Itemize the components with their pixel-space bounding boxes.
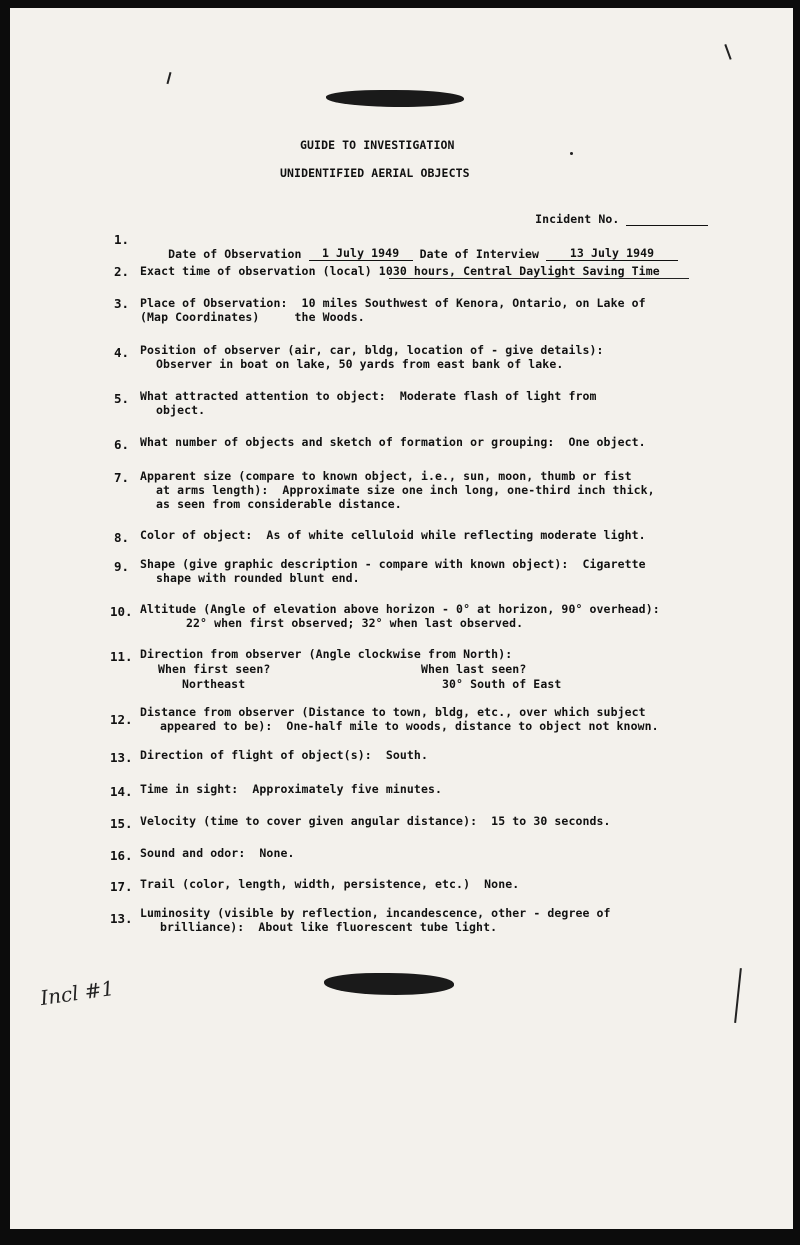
- item-9-line-1: Shape (give graphic description - compare with known object): Cigarette: [140, 557, 646, 571]
- item-13-text: Direction of flight of object(s): South.: [140, 748, 428, 762]
- item-number: 1.: [114, 232, 130, 247]
- item-12-line-2: appeared to be): One-half mile to woods, distance to object not known.: [160, 719, 659, 733]
- item-5-line-1: What attracted attention to object: Moderate flash of light from: [140, 389, 597, 403]
- item-7-line-3: as seen from considerable distance.: [156, 497, 402, 511]
- item-11-line-1: Direction from observer (Angle clockwise from North):: [140, 647, 513, 661]
- item-17-text: Trail (color, length, width, persistence, etc.) None.: [140, 877, 520, 891]
- item-14-text: Time in sight: Approximately five minutes.: [140, 782, 443, 796]
- item-3-line-2: (Map Coordinates) the Woods.: [140, 310, 365, 324]
- item-7-line-2: at arms length): Approximate size one inch long, one-third inch thick,: [156, 483, 655, 497]
- item-number: 10.: [110, 604, 133, 619]
- document-subtitle: UNIDENTIFIED AERIAL OBJECTS: [280, 166, 470, 180]
- scan-mark: [166, 72, 171, 84]
- item-4-line-1: Position of observer (air, car, bldg, location of - give details):: [140, 343, 604, 357]
- item-10-line-1: Altitude (Angle of elevation above horizon - 0° at horizon, 90° overhead):: [140, 602, 660, 616]
- item-number: 13.: [110, 750, 133, 765]
- scan-mark: [570, 152, 573, 155]
- item-1-text: Date of Observation 1 July 1949 Date of Interview 13 July 1949: [140, 232, 678, 275]
- item-number: 16.: [110, 848, 133, 863]
- item-7-line-1: Apparent size (compare to known object, i.e., sun, moon, thumb or fist: [140, 469, 632, 483]
- item-6-text: What number of objects and sketch of formation or grouping: One object.: [140, 435, 646, 449]
- item-number: 8.: [114, 530, 130, 545]
- item-3-line-1: Place of Observation: 10 miles Southwest of Kenora, Ontario, on Lake of: [140, 296, 646, 310]
- document-page: [10, 8, 793, 1229]
- item-number: 14.: [110, 784, 133, 799]
- item-number: 12.: [110, 712, 133, 727]
- item-8-text: Color of object: As of white celluloid while reflecting moderate light.: [140, 528, 646, 542]
- redaction-mark: [326, 90, 464, 107]
- item-2-text: Exact time of observation (local) 1030 hours, Central Daylight Saving Time: [140, 264, 660, 278]
- incident-label: Incident No.: [535, 212, 620, 226]
- item-number: 9.: [114, 559, 130, 574]
- item-16-text: Sound and odor: None.: [140, 846, 295, 860]
- when-last-seen-value: 30° South of East: [442, 677, 562, 691]
- item-number: 15.: [110, 816, 133, 831]
- item-15-text: Velocity (time to cover given angular distance): 15 to 30 seconds.: [140, 814, 611, 828]
- item-number: 3.: [114, 296, 130, 311]
- when-first-seen-value: Northeast: [182, 677, 246, 691]
- item-number: 11.: [110, 649, 133, 664]
- item-number: 7.: [114, 470, 130, 485]
- redaction-mark: [324, 973, 454, 995]
- handwritten-annotation: Incl #1: [38, 975, 116, 1011]
- document-title: GUIDE TO INVESTIGATION: [300, 138, 455, 152]
- item-number: 6.: [114, 437, 130, 452]
- underline: [389, 278, 689, 279]
- scan-mark: [724, 44, 731, 60]
- item-number: 4.: [114, 345, 130, 360]
- item-18-line-1: Luminosity (visible by reflection, incandescence, other - degree of: [140, 906, 611, 920]
- item-18-line-2: brilliance): About like fluorescent tube light.: [160, 920, 498, 934]
- item-12-line-1: Distance from observer (Distance to town, bldg, etc., over which subject: [140, 705, 646, 719]
- when-last-seen-label: When last seen?: [421, 662, 527, 676]
- when-first-seen-label: When first seen?: [158, 662, 271, 676]
- observation-date: 1 July 1949: [321, 246, 400, 260]
- item-number: 13.: [110, 911, 133, 926]
- item-4-line-2: Observer in boat on lake, 50 yards from east bank of lake.: [156, 357, 564, 371]
- item-number: 5.: [114, 391, 130, 406]
- scan-mark: [734, 968, 741, 1023]
- item-number: 17.: [110, 879, 133, 894]
- item-10-line-2: 22° when first observed; 32° when last observed.: [186, 616, 524, 630]
- item-number: 2.: [114, 264, 130, 279]
- item-9-line-2: shape with rounded blunt end.: [156, 571, 360, 585]
- item-5-line-2: object.: [156, 403, 206, 417]
- interview-date: 13 July 1949: [569, 246, 655, 260]
